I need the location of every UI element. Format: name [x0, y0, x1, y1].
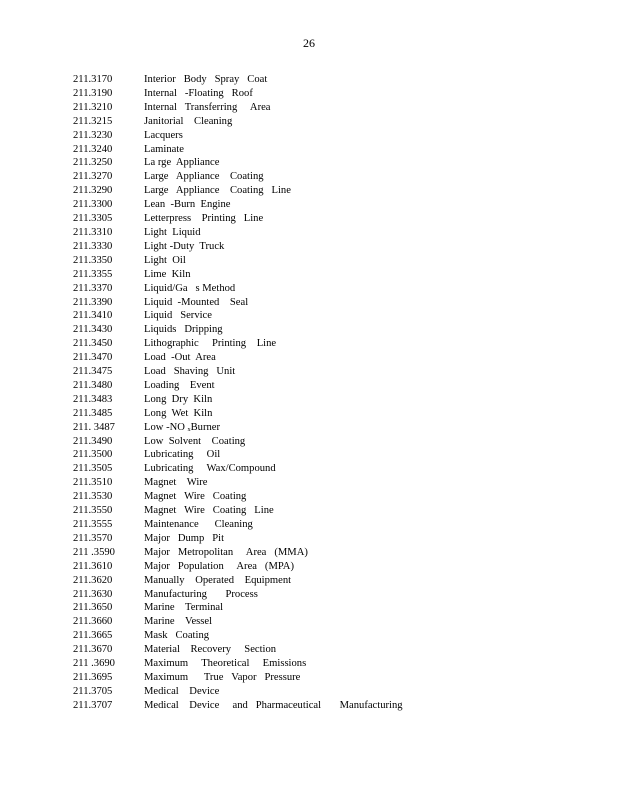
- section-number: 211.3695: [73, 671, 113, 683]
- list-item: [73, 643, 593, 657]
- list-item: [73, 448, 593, 462]
- section-number: 211.3310: [73, 226, 113, 238]
- defined-term: La rge Appliance: [144, 157, 220, 169]
- section-number: 211.3650: [73, 602, 113, 614]
- defined-term: Major Population Area (MPA): [144, 560, 294, 572]
- defined-term: Marine Vessel: [144, 616, 213, 628]
- defined-term: Low -NO ₓBurner: [144, 421, 221, 433]
- defined-term: Maintenance Cleaning: [144, 519, 253, 530]
- section-number: 211.3670: [73, 644, 113, 656]
- section-number: 211.3290: [73, 185, 113, 197]
- defined-term: Janitorial Cleaning: [144, 115, 233, 127]
- defined-term: Major Metropolitan Area (MMA): [144, 546, 308, 558]
- section-number: 211.3505: [73, 463, 113, 475]
- list-item: [73, 546, 593, 560]
- section-number: 211.3300: [73, 199, 113, 211]
- defined-term: Light Liquid: [144, 226, 201, 238]
- section-number: 211.3500: [73, 449, 113, 461]
- defined-term: Maximum Theoretical Emissions: [144, 658, 307, 670]
- list-item: [73, 212, 593, 226]
- defined-term: Internal -Floating Roof: [144, 87, 253, 99]
- defined-term: Interior Body Spray Coat: [144, 74, 268, 85]
- section-number: 211.3390: [73, 296, 113, 308]
- list-item: [73, 115, 593, 129]
- defined-term: Material Recovery Section: [144, 644, 277, 656]
- section-number: 211.3270: [73, 171, 113, 183]
- section-number: 211.3240: [73, 143, 113, 155]
- list-item: [73, 699, 593, 713]
- section-number: 211.3210: [73, 101, 113, 113]
- defined-term: Magnet Wire Coating: [144, 491, 247, 503]
- list-item: [73, 337, 593, 351]
- section-number: 211.3485: [73, 407, 113, 419]
- section-number: 211.3570: [73, 532, 113, 544]
- list-item: [73, 476, 593, 490]
- list-item: [73, 351, 593, 365]
- section-number: 211.3305: [73, 213, 113, 225]
- list-item: [73, 323, 593, 337]
- section-number: 211.3350: [73, 254, 113, 266]
- section-number: 211.3555: [73, 519, 113, 530]
- section-number: 211.3355: [73, 268, 113, 280]
- list-item: [73, 101, 593, 115]
- list-item: [73, 588, 593, 602]
- section-number: 211.3483: [73, 393, 113, 405]
- list-item: [73, 198, 593, 212]
- list-item: [73, 296, 593, 310]
- defined-term: Light Oil: [144, 254, 186, 266]
- list-item: [73, 226, 593, 240]
- section-number: 211.3450: [73, 338, 113, 350]
- defined-term: Laminate: [144, 143, 185, 155]
- defined-term: Loading Event: [144, 379, 215, 391]
- section-number: 211.3550: [73, 505, 113, 517]
- defined-term: Internal Transferring Area: [144, 101, 271, 113]
- section-number: 211.3215: [73, 115, 113, 127]
- section-number: 211.3707: [73, 699, 113, 711]
- defined-term: Load Shaving Unit: [144, 366, 236, 378]
- definitions-list: [73, 73, 593, 713]
- list-item: [73, 254, 593, 268]
- section-number: 211 .3590: [73, 546, 115, 558]
- defined-term: Lithographic Printing Line: [144, 338, 277, 350]
- section-number: 211.3470: [73, 352, 113, 364]
- section-number: 211.3475: [73, 366, 113, 378]
- list-item: [73, 421, 593, 435]
- defined-term: Manufacturing Process: [144, 588, 258, 600]
- section-number: 211.3705: [73, 685, 113, 697]
- list-item: [73, 87, 593, 101]
- section-number: 211.3610: [73, 560, 113, 572]
- list-item: [73, 309, 593, 323]
- defined-term: Large Appliance Coating Line: [144, 185, 291, 197]
- defined-term: Medical Device and Pharmaceutical Manufacturing: [144, 699, 403, 711]
- defined-term: Liquids Dripping: [144, 324, 223, 336]
- defined-term: Magnet Wire Coating Line: [144, 505, 274, 517]
- defined-term: Lacquers: [144, 129, 183, 141]
- list-item: [73, 282, 593, 296]
- section-number: 211.3190: [73, 87, 113, 99]
- defined-term: Letterpress Printing Line: [144, 213, 264, 225]
- list-item: [73, 240, 593, 254]
- defined-term: Lean -Burn Engine: [144, 199, 231, 211]
- section-number: 211.3330: [73, 240, 113, 252]
- page-number: 26: [303, 36, 315, 50]
- defined-term: Maximum True Vapor Pressure: [144, 671, 301, 683]
- list-item: [73, 435, 593, 449]
- section-number: 211.3250: [73, 157, 113, 169]
- section-number: 211.3170: [73, 74, 113, 85]
- list-item: [73, 685, 593, 699]
- list-item: [73, 518, 593, 532]
- section-number: 211.3630: [73, 588, 113, 600]
- section-number: 211.3480: [73, 379, 113, 391]
- section-number: 211.3665: [73, 630, 113, 642]
- defined-term: Lubricating Wax/Compound: [144, 463, 276, 475]
- list-item: [73, 393, 593, 407]
- defined-term: Medical Device: [144, 685, 220, 697]
- list-item: [73, 365, 593, 379]
- defined-term: Long Dry Kiln: [144, 393, 213, 405]
- defined-term: Light -Duty Truck: [144, 240, 225, 252]
- section-number: 211.3430: [73, 324, 113, 336]
- section-number: 211.3370: [73, 282, 113, 294]
- defined-term: Long Wet Kiln: [144, 407, 213, 419]
- list-item: [73, 143, 593, 157]
- section-number: 211 .3690: [73, 658, 115, 670]
- list-item: [73, 462, 593, 476]
- list-item: [73, 156, 593, 170]
- section-number: 211.3490: [73, 435, 113, 447]
- defined-term: Load -Out Area: [144, 352, 216, 364]
- list-item: [73, 504, 593, 518]
- list-item: [73, 615, 593, 629]
- list-item: [73, 268, 593, 282]
- section-number: 211.3230: [73, 129, 113, 141]
- defined-term: Low Solvent Coating: [144, 435, 246, 447]
- defined-term: Major Dump Pit: [144, 532, 225, 544]
- section-number: 211.3620: [73, 574, 113, 586]
- defined-term: Liquid Service: [144, 310, 212, 322]
- defined-term: Lubricating Oil: [144, 449, 221, 461]
- list-item: [73, 73, 593, 87]
- defined-term: Mask Coating: [144, 630, 210, 642]
- list-item: [73, 170, 593, 184]
- defined-term: Liquid/Ga s Method: [144, 282, 236, 294]
- list-item: [73, 490, 593, 504]
- list-item: [73, 379, 593, 393]
- list-item: [73, 560, 593, 574]
- section-number: 211.3660: [73, 616, 113, 628]
- defined-term: Marine Terminal: [144, 602, 224, 614]
- list-item: [73, 184, 593, 198]
- defined-term: Magnet Wire: [144, 477, 208, 489]
- section-number: 211.3510: [73, 477, 113, 489]
- list-item: [73, 657, 593, 671]
- list-item: [73, 671, 593, 685]
- list-item: [73, 601, 593, 615]
- defined-term: Lime Kiln: [144, 268, 191, 280]
- list-item: [73, 574, 593, 588]
- section-number: 211. 3487: [73, 421, 115, 433]
- section-number: 211.3530: [73, 491, 113, 503]
- defined-term: Large Appliance Coating: [144, 171, 264, 183]
- defined-term: Manually Operated Equipment: [144, 574, 292, 586]
- list-item: [73, 129, 593, 143]
- defined-term: Liquid -Mounted Seal: [144, 296, 249, 308]
- section-number: 211.3410: [73, 310, 113, 322]
- list-item: [73, 629, 593, 643]
- list-item: [73, 532, 593, 546]
- list-item: [73, 407, 593, 421]
